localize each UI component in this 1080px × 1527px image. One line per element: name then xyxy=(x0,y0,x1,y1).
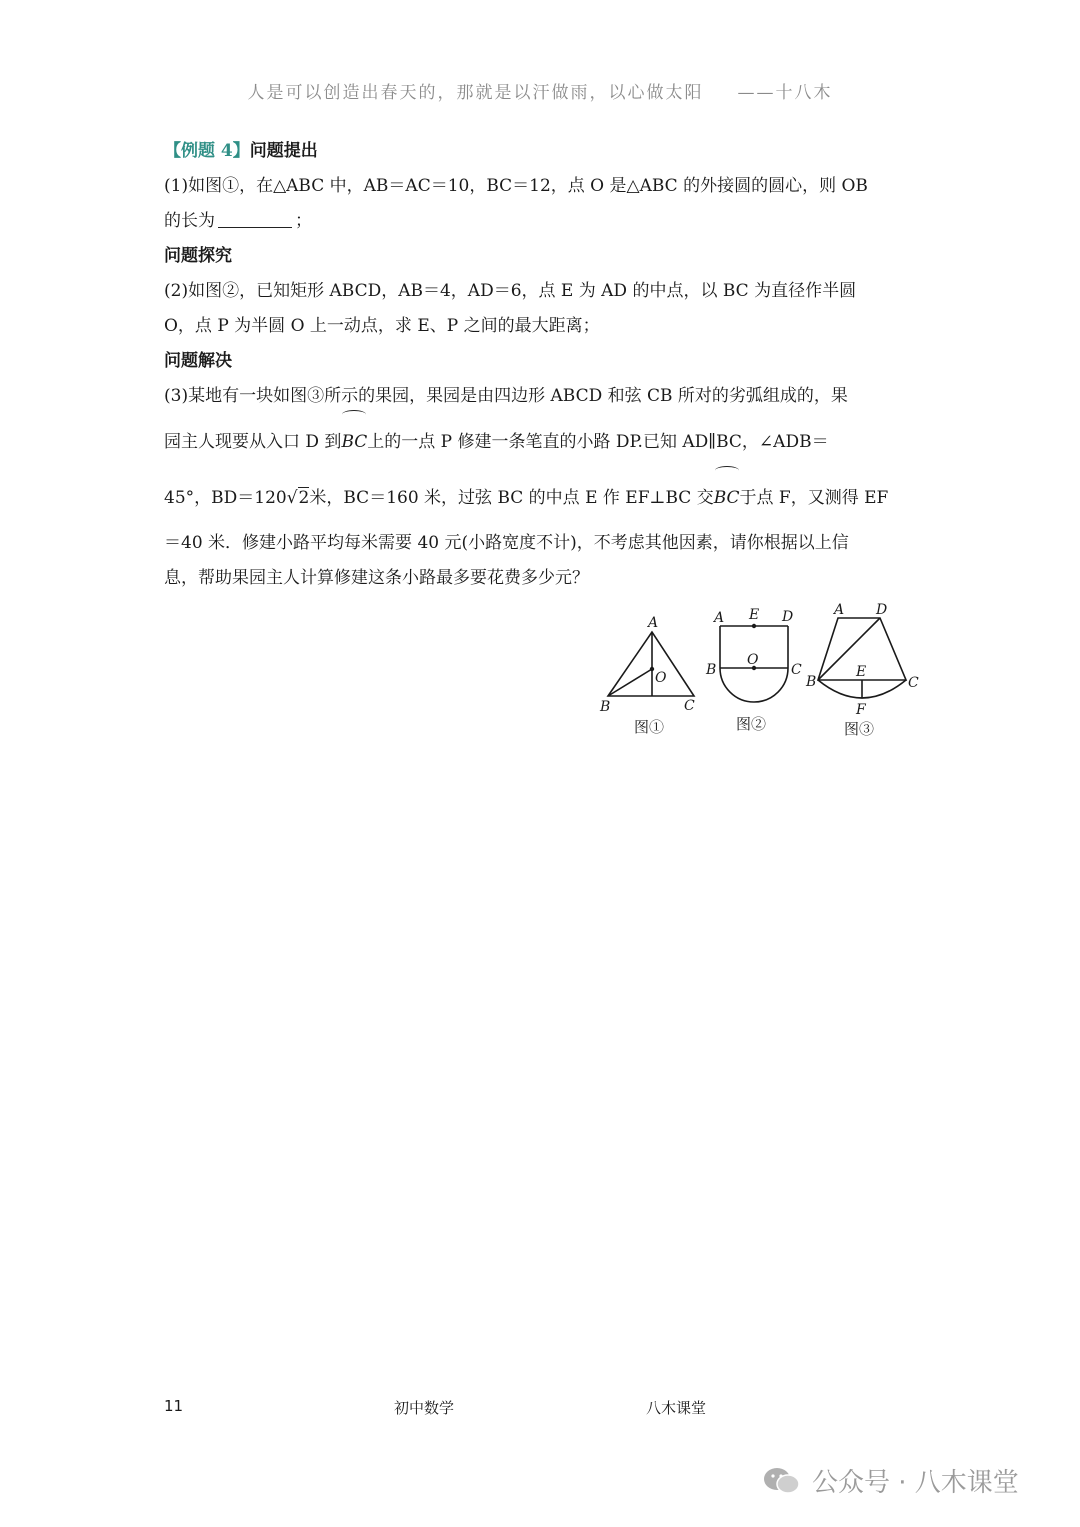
q3-line3-mid: 米，BC＝160 米，过弦 BC 的中点 E 作 EF⊥BC 交 xyxy=(309,488,714,508)
q2-line2: O，点 P 为半圆 O 上一动点，求 E、P 之间的最大距离； xyxy=(164,316,600,336)
sqrt-value: 2 xyxy=(298,488,310,508)
answer-blank xyxy=(218,209,292,228)
fig3-label-b: B xyxy=(806,674,817,690)
quote-text: 人是可以创造出春天的，那就是以汗做雨，以心做太阳 xyxy=(247,83,704,103)
example-content xyxy=(164,134,916,596)
arc-bc-label: BC xyxy=(341,414,367,470)
q3-line3-start: 45°，BD＝120 xyxy=(164,488,287,508)
q3-line1: (3)某地有一块如图③所示的果园，果园是由四边形 ABCD 和弦 CB 所对的劣弧组成的，果 xyxy=(164,386,848,406)
fig3-label-c: C xyxy=(908,675,919,691)
quote-author: ——十八木 xyxy=(737,83,833,103)
q3-line4: ＝40 米．修建小路平均每米需要 40 元(小路宽度不计)，不考虑其他因素，请你根据以上信 xyxy=(164,533,849,553)
fig3-caption: 图③ xyxy=(844,720,875,738)
fig2-label-e: E xyxy=(749,607,760,623)
example-tag: 【例题 4】 xyxy=(164,141,250,161)
fig1-label-c: C xyxy=(684,698,695,714)
fig2-label-d: D xyxy=(782,609,794,625)
fig1-label-o: O xyxy=(655,670,667,686)
fig2-label-c: C xyxy=(791,662,802,678)
header-quote xyxy=(0,78,1080,103)
fig3-label-a: A xyxy=(834,602,845,618)
q3-line2-end: 上的一点 P 修建一条笔直的小路 DP.已知 AD∥BC，∠ADB＝ xyxy=(367,432,829,452)
figure-1 xyxy=(608,632,694,696)
section-title-2: 问题探究 xyxy=(164,246,232,266)
fig2-label-o: O xyxy=(747,652,759,668)
q1-line1: (1)如图①，在△ABC 中，AB＝AC＝10，BC＝12，点 O 是△ABC 的外接圆的圆心，则 OB xyxy=(164,176,868,196)
footer-subject: 初中数学 xyxy=(394,1399,455,1417)
fig3-label-f: F xyxy=(856,702,866,718)
q1-text: 的长为 xyxy=(164,211,215,231)
fig2-label-a: A xyxy=(714,610,725,626)
footer-brand: 八木课堂 xyxy=(646,1399,707,1417)
q1-end: ； xyxy=(295,211,312,231)
fig2-label-b: B xyxy=(706,662,717,678)
figures xyxy=(596,598,926,748)
fig2-caption: 图② xyxy=(736,715,767,733)
q2-line1: (2)如图②，已知矩形 ABCD，AB＝4，AD＝6，点 E 为 AD 的中点，以 BC 为直径作半圆 xyxy=(164,281,857,301)
example-heading xyxy=(164,134,916,169)
watermark xyxy=(762,1462,1019,1499)
watermark-text: 公众号 · 八木课堂 xyxy=(812,1468,1019,1498)
fig1-caption: 图① xyxy=(634,718,665,736)
arc-bc-label-2: BC xyxy=(714,470,740,526)
q3-line3: 45°，BD＝120√2米，BC＝160 米，过弦 BC 的中点 E 作 EF⊥BC 交BC于点 F，又测得 EF xyxy=(164,470,916,526)
fig1-label-a: A xyxy=(648,615,659,631)
figure-3 xyxy=(818,618,906,698)
q1-line2 xyxy=(164,204,916,239)
q3-line2 xyxy=(164,414,916,470)
q3-line2-start: 园主人现要从入口 D 到 xyxy=(164,432,342,452)
section-title-3: 问题解决 xyxy=(164,351,232,371)
q3-line3-end: 于点 F，又测得 EF xyxy=(739,488,889,508)
page-number: 11 xyxy=(164,1397,184,1415)
wechat-icon xyxy=(762,1466,802,1496)
fig3-label-e: E xyxy=(856,664,867,680)
q3-line5: 息，帮助果园主人计算修建这条小路最多要花费多少元？ xyxy=(164,568,589,588)
fig3-label-d: D xyxy=(876,602,888,618)
fig1-label-b: B xyxy=(600,699,611,715)
section-title-1: 问题提出 xyxy=(249,141,318,161)
